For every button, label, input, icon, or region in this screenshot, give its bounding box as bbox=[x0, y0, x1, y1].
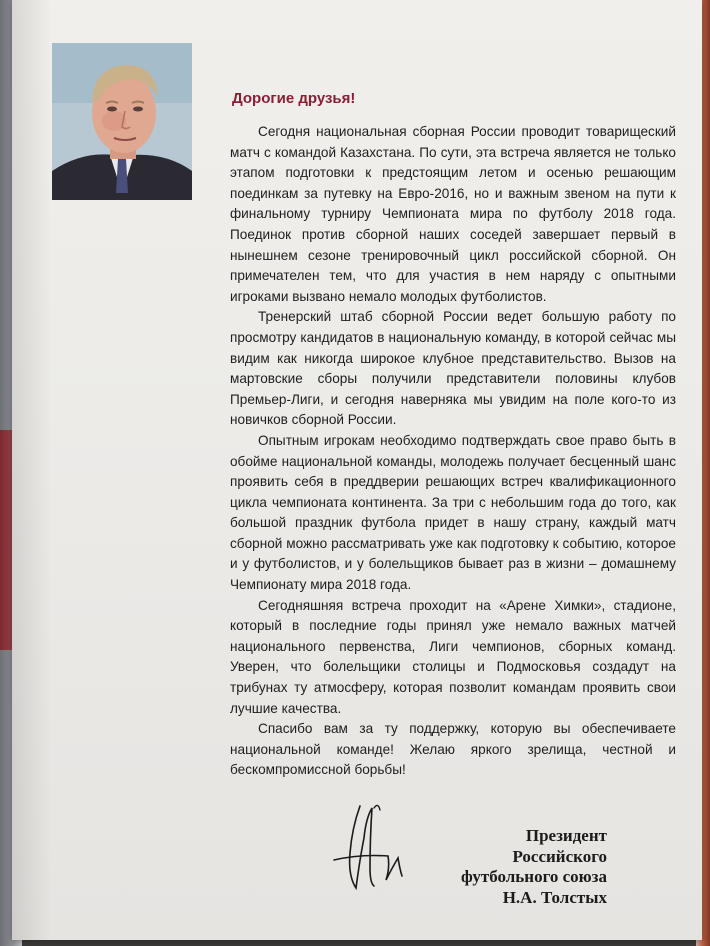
letter-paragraph: Сегодняшняя встреча проходит на «Арене Химки», стадионе, который в последние годы принял уже немало важных матчей национального первенства, Лиги чемпионов, сборных команд. Уверен, что болельщики столицы и Подмосковья создадут на трибунах ту атмосферу, которая позволит командам проявить свои лучшие качества. bbox=[230, 597, 676, 716]
signature-block bbox=[461, 826, 607, 908]
letter-body bbox=[230, 122, 676, 781]
signature-name: Н.А. Толстых bbox=[502, 887, 607, 907]
letter-paragraph: Тренерский штаб сборной России ведет большую работу по просмотру кандидатов в национальную команду, в которой сейчас мы видим как никогда широкое клубное представительство. Вызов на мартовские сборы получили представители половины клубов Премьер-Лиги, и сегодня наверняка мы увидим на поле кого-то из новичков сборной России. bbox=[230, 309, 676, 428]
letter-greeting: Дорогие друзья! bbox=[232, 90, 356, 107]
signature-organization: Российского bbox=[512, 846, 607, 866]
signature-title: Президент bbox=[525, 826, 607, 845]
letter-page bbox=[12, 0, 702, 940]
letter-paragraph: Опытным игрокам необходимо подтверждать свое право быть в обойме национальной команды, молодежь получает бесценный шанс проявить себя в преддверии решающих встреч квалификационного цикла чемпионата континента. За три с небольшим года до того, как большой праздник футбола придет в нашу страну, каждый матч сборной можно рассматривать уже как подготовку к событию, которое и у футболистов, и у болельщиков бывает раз в жизни – домашнему Чемпионату мира 2018 года. bbox=[230, 432, 676, 593]
author-portrait-photo bbox=[52, 43, 192, 200]
letter-paragraph: Спасибо вам за ту поддержку, которую вы обеспечиваете национальной команде! Желаю яркого зрелища, честной и бескомпромиссной борьбы! bbox=[230, 721, 676, 778]
handwritten-signature bbox=[330, 798, 410, 898]
signature-organization-cont: футбольного союза bbox=[461, 867, 607, 886]
letter-paragraph: Сегодня национальная сборная России проводит товарищеский матч с командой Казахстана. По сути, эта встреча является не только этапом подготовки к предстоящим летом и осенью решающим поединкам за путевку на Евро-2016, но и важным звеном на пути к финальному турниру Чемпионата мира по футболу 2018 года. Поединок против сборной наших соседей завершает первый в нынешнем сезоне тренировочный цикл российской сборной. Он примечателен тем, что для участия в нем наряду с опытными игроками вызвано немало молодых футболистов. bbox=[230, 124, 676, 304]
portrait-illustration bbox=[52, 43, 192, 200]
